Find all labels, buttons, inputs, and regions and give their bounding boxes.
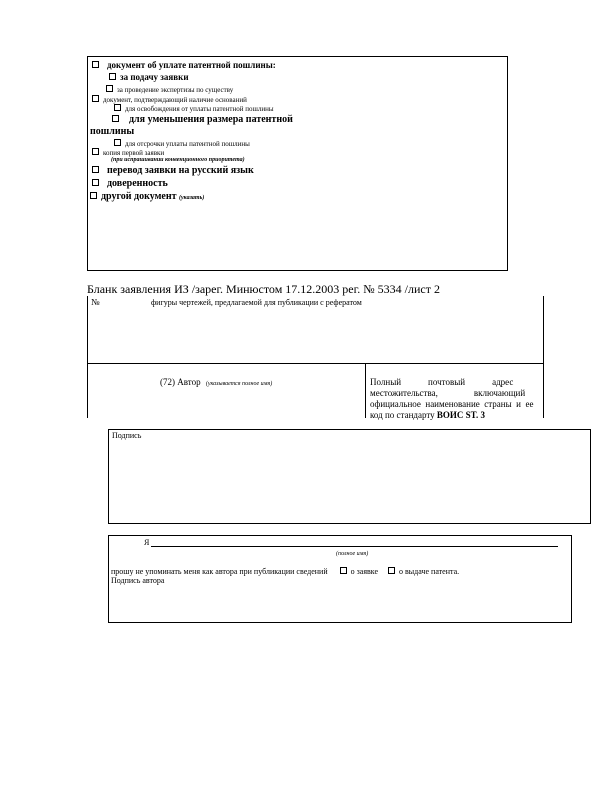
option-patent-label: о выдаче патента. xyxy=(399,567,460,576)
option-application-label: о заявке xyxy=(350,567,379,576)
address-line-2: местожительства, включающий xyxy=(370,388,526,398)
exemption-fee-item xyxy=(114,104,274,113)
first-application-item xyxy=(92,148,164,157)
author-label: (72) Автор xyxy=(160,377,201,387)
figure-caption: фигуры чертежей, предлагаемой для публикации с рефератом xyxy=(151,298,362,307)
power-of-attorney-item xyxy=(92,179,168,189)
other-document-checkbox[interactable] xyxy=(90,192,97,199)
power-of-attorney-checkbox[interactable] xyxy=(92,179,99,186)
full-name-line[interactable] xyxy=(151,546,558,547)
form-header-line: Бланк заявления ИЗ /зарег. Минюстом 17.12.2003 рег. № 5334 /лист 2 xyxy=(87,282,440,296)
fee-reduction-label: для уменьшения размера патентной xyxy=(129,114,293,125)
address-line-4 xyxy=(370,410,533,421)
full-name-note: (полное имя) xyxy=(336,551,369,557)
exemption-fee-label: для освобождения от уплаты патентной пошлины xyxy=(125,105,274,113)
fee-reduction-checkbox[interactable] xyxy=(112,115,119,122)
address-line-1: Полный почтовый адрес xyxy=(370,377,514,387)
exemption-fee-checkbox[interactable] xyxy=(114,104,121,111)
exemption-document-item xyxy=(92,95,247,104)
translation-checkbox[interactable] xyxy=(92,166,99,173)
fee-examination-label: за проведение экспертизы по существу xyxy=(117,86,234,94)
fee-reduction-cont: пошлины xyxy=(90,126,135,137)
fee-document-label: документ об уплате патентной пошлины: xyxy=(107,60,276,70)
convention-priority-note: (при испрашивании конвенционного приоритета) xyxy=(111,157,245,163)
fee-examination-checkbox[interactable] xyxy=(106,85,113,92)
power-of-attorney-label: доверенность xyxy=(107,178,168,189)
author-signature-label: Подпись автора xyxy=(111,576,165,585)
first-application-label: копия первой заявки xyxy=(103,149,165,157)
request-row xyxy=(111,567,459,576)
fee-reduction-item xyxy=(112,115,293,125)
fee-document-item xyxy=(92,61,276,70)
option-application-checkbox[interactable] xyxy=(340,567,347,574)
other-document-note: (указать) xyxy=(179,195,205,201)
fee-deferral-item xyxy=(114,139,250,148)
fee-deferral-checkbox[interactable] xyxy=(114,139,121,146)
other-document-label: другой документ xyxy=(101,191,177,202)
signature-box[interactable] xyxy=(108,429,591,524)
fee-examination-item xyxy=(106,85,233,94)
fee-filing-label: за подачу заявки xyxy=(120,72,189,82)
first-application-checkbox[interactable] xyxy=(92,148,99,155)
table-right-border xyxy=(543,296,544,418)
fee-filing-checkbox[interactable] xyxy=(109,73,116,80)
option-patent-checkbox[interactable] xyxy=(388,567,395,574)
address-line-3: официальное наименование страны и ее xyxy=(370,399,534,409)
translation-label: перевод заявки на русский язык xyxy=(107,165,254,176)
request-text: прошу не упоминать меня как автора при публикации сведений xyxy=(111,567,328,576)
address-instructions xyxy=(370,377,533,421)
other-document-item xyxy=(90,192,204,202)
exemption-document-label: документ, подтверждающий наличие оснований xyxy=(103,96,247,104)
author-request-box xyxy=(108,535,572,623)
table-divider xyxy=(87,363,544,364)
signature-label: Подпись xyxy=(112,431,142,440)
address-standard: ВОИС ST. 3 xyxy=(436,410,486,420)
address-line-4-prefix: код по стандарту xyxy=(370,410,437,420)
exemption-document-checkbox[interactable] xyxy=(92,95,99,102)
fee-filing-item xyxy=(109,73,189,82)
fee-document-checkbox[interactable] xyxy=(92,61,99,68)
author-column-divider xyxy=(365,363,366,418)
author-label-note: (указывается полное имя) xyxy=(205,381,273,387)
table-left-border xyxy=(87,296,88,418)
fee-deferral-label: для отсрочки уплаты патентной пошлины xyxy=(125,140,250,148)
author-label-row xyxy=(160,378,272,387)
pronoun-label: Я xyxy=(144,538,150,547)
figure-number-label: № xyxy=(91,297,100,307)
translation-item xyxy=(92,166,254,176)
